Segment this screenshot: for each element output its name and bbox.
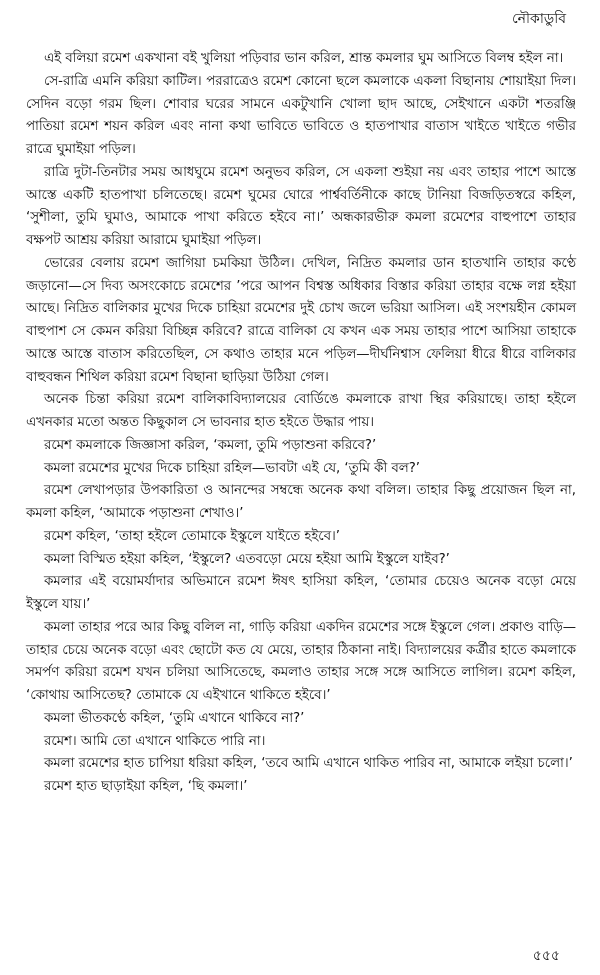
paragraph: সে-রাত্রি এমনি করিয়া কাটিল। পররাত্রেও রমেশ কোনো ছলে কমলাকে একলা বিছানায় শোয়াইয়া দিল। সেদিন বড়ো গরম ছিল। শোবার ঘরের সামনে একটুখানি খোলা ছাদ আছে, সেইখানে একটা শতরঞ্জি পাতিয়া রমেশ শয়ন করিল এবং নানা কথা ভাবিতে ভাবিতে ও হাতপাখার বাতাস খাইতে খাইতে গভীর রাত্রে ঘুমাইয়া পড়িল। <box>26 73 576 157</box>
paragraph: অনেক চিন্তা করিয়া রমেশ বালিকাবিদ্যালয়ের বোর্ডিঙে কমলাকে রাখা স্থির করিয়াছে। তাহা হইলে এখনকার মতো অন্তত কিছুকাল সে ভাবনার হাত হইতে উদ্ধার পায়। <box>26 392 576 430</box>
paragraph: এই বলিয়া রমেশ একখানা বই খুলিয়া পড়িবার ভান করিল, শ্রান্ত কমলার ঘুম আসিতে বিলম্ব হইল না। <box>44 51 564 66</box>
paragraph: ভোরের বেলায় রমেশ জাগিয়া চমকিয়া উঠিল। দেখিল, নিদ্রিত কমলার ডান হাতখানি তাহার কণ্ঠে জড়ানো—সে দিব্য অসংকোচে রমেশের ’পরে আপন বিশ্বস্ত অধিকার বিস্তার করিয়া তাহার বক্ষে লগ্ন হইয়া আছে। নিদ্রিত বালিকার মুখের দিকে চাহিয়া রমেশের দুই চোখ জলে ভরিয়া আসিল। এই সংশয়হীন কোমল বাহুপাশ সে কেমন করিয়া বিচ্ছিন্ন করিবে? রাত্রে বালিকা যে কখন এক সময় তাহার পাশে আসিয়া তাহাকে আস্তে আস্তে বাতাস করিতেছিল, সে কথাও তাহার মনে পড়িল—দীর্ঘনিশ্বাস ফেলিয়া ধীরে ধীরে বালিকার বাহুবন্ধন শিথিল করিয়া রমেশ বিছানা ছাড়িয়া উঠিয়া গেল। <box>26 255 576 385</box>
paragraph: রমেশ লেখাপড়ার উপকারিতা ও আনন্দের সম্বন্ধে অনেক কথা বলিল। তাহার কিছু প্রয়োজন ছিল না, কমলা কহিল, ‘আমাকে পড়াশুনা শেখাও।’ <box>26 483 576 521</box>
paragraph: রমেশ কমলাকে জিজ্ঞাসা করিল, ‘কমলা, তুমি পড়াশুনা করিবে?’ <box>44 437 377 453</box>
paragraph: রমেশ। আমি তো এখানে থাকিতে পারি না। <box>44 733 266 749</box>
paragraph: কমলা ভীতকণ্ঠে কহিল, ‘তুমি এখানে থাকিবে না?’ <box>44 710 305 726</box>
page-number: ৫৫৫ <box>532 948 560 964</box>
paragraph: রাত্রি দুটা-তিনটার সময় আধঘুমে রমেশ অনুভব করিল, সে একলা শুইয়া নয় এবং তাহার পাশে আস্তে আস্তে একটি হাতপাখা চলিতেছে। রমেশ ঘুমের ঘোরে পার্শ্ববর্তিনীকে কাছে টানিয়া বিজড়িতস্বরে কহিল, ‘সুশীলা, তুমি ঘুমাও, আমাকে পাখা করিতে হইবে না।’ অন্ধকারভীরু কমলা রমেশের বাহুপাশে তাহার বক্ষপট আশ্রয় করিয়া আরামে ঘুমাইয়া পড়িল। <box>26 164 576 248</box>
paragraph: কমলা তাহার পরে আর কিছু বলিল না, গাড়ি করিয়া একদিন রমেশের সঙ্গে ইস্কুলে গেল। প্রকাণ্ড বাড়ি—তাহার চেয়ে অনেক বড়ো এবং ছোটো কত যে মেয়ে, তাহার ঠিকানা নাই। বিদ্যালয়ের কর্ত্রীর হাতে কমলাকে সমর্পণ করিয়া রমেশ যখন চলিয়া আসিতেছে, কমলাও তাহার সঙ্গে সঙ্গে আসিতে লাগিল। রমেশ কহিল, ‘কোথায় আসিতেছ? তোমাকে যে এইখানে থাকিতে হইবে।’ <box>26 619 576 703</box>
paragraph: কমলার এই বয়োমর্যাদার অভিমানে রমেশ ঈষৎ হাসিয়া কহিল, ‘তোমার চেয়েও অনেক বড়ো মেয়ে ইস্কুলে যায়।’ <box>26 574 576 612</box>
paragraph: কমলা রমেশের হাত চাপিয়া ধরিয়া কহিল, ‘তবে আমি এখানে থাকিত পারিব না, আমাকে লইয়া চলো।’ <box>44 756 573 772</box>
paragraph: কমলা রমেশের মুখের দিকে চাহিয়া রহিল—ভাবটা এই যে, ‘তুমি কী বল?’ <box>44 460 420 476</box>
paragraph: রমেশ হাত ছাড়াইয়া কহিল, ‘ছি কমলা।’ <box>44 779 248 794</box>
paragraph: কমলা বিস্মিত হইয়া কহিল, ‘ইস্কুলে? এতবড়ো মেয়ে হইয়া আমি ইস্কুলে যাইব?’ <box>44 551 450 567</box>
running-head-title: নৌকাডুবি <box>512 11 566 27</box>
paragraph: রমেশ কহিল, ‘তাহা হইলে তোমাকে ইস্কুলে যাইতে হইবে।’ <box>44 528 341 544</box>
body-text <box>26 48 576 799</box>
